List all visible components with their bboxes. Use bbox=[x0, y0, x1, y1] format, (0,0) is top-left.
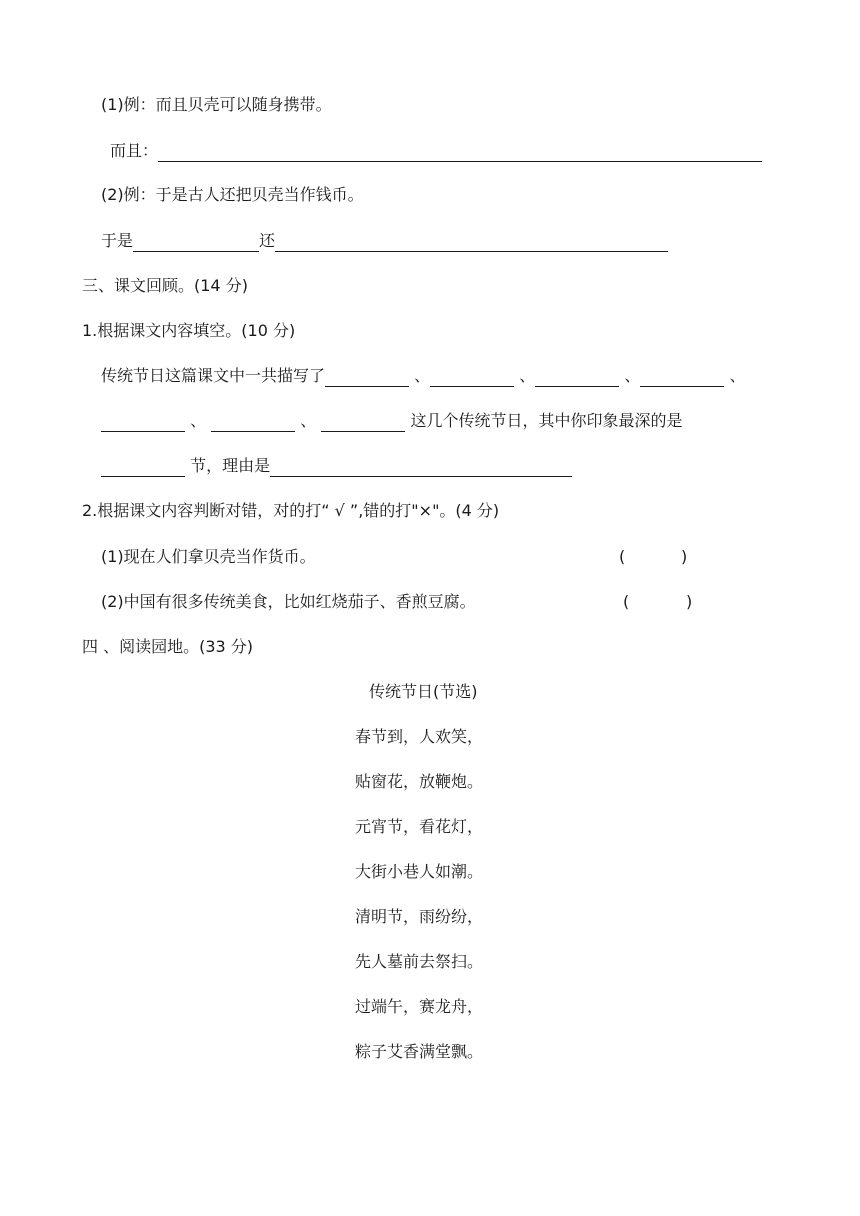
comma-sep: 、 bbox=[190, 411, 207, 430]
section-3-q2-title: 2.根据课文内容判断对错，对的打“ √ ”,错的打"×"。(4 分) bbox=[82, 501, 500, 520]
answer-line-yushi bbox=[101, 230, 668, 252]
poem-line: 春节到，人欢笑， bbox=[355, 727, 484, 746]
blank-festival-3[interactable] bbox=[535, 368, 619, 387]
fill-line-2-text: 这几个传统节日，其中你印象最深的是 bbox=[410, 411, 683, 430]
poem-line: 清明节，雨纷纷， bbox=[355, 907, 484, 926]
poem-line: 大街小巷人如潮。 bbox=[355, 862, 484, 881]
comma-sep: 、 bbox=[414, 366, 431, 385]
label-erqie: 而且： bbox=[110, 141, 159, 160]
label-hai: 还 bbox=[259, 231, 276, 250]
blank-festival-5[interactable] bbox=[101, 413, 185, 432]
fill-line-3-text: 节，理由是 bbox=[190, 456, 271, 475]
blank-favorite-festival[interactable] bbox=[101, 458, 185, 477]
fill-line-3 bbox=[101, 455, 572, 477]
fill-line-1-text: 传统节日这篇课文中一共描写了 bbox=[101, 366, 326, 385]
judge-paren-2-open: ( bbox=[623, 592, 630, 611]
section-3-q1-title: 1.根据课文内容填空。(10 分) bbox=[82, 321, 296, 340]
fill-line-1 bbox=[101, 365, 745, 387]
judge-paren-1-close: ) bbox=[681, 547, 688, 566]
poem-line: 过端午，赛龙舟， bbox=[355, 997, 484, 1016]
blank-reason[interactable] bbox=[270, 458, 572, 477]
blank-festival-6[interactable] bbox=[211, 413, 295, 432]
example-1: (1)例：而且贝壳可以随身携带。 bbox=[101, 95, 332, 114]
fill-line-2 bbox=[101, 410, 683, 432]
poem-line: 先人墓前去祭扫。 bbox=[355, 952, 484, 971]
judge-item-2: (2)中国有很多传统美食，比如红烧茄子、香煎豆腐。 bbox=[101, 592, 476, 611]
judge-paren-1-open: ( bbox=[619, 547, 626, 566]
poem-line: 贴窗花，放鞭炮。 bbox=[355, 772, 484, 791]
poem-title: 传统节日(节选) bbox=[369, 682, 478, 701]
comma-sep: 、 bbox=[300, 411, 317, 430]
blank-festival-7[interactable] bbox=[321, 413, 405, 432]
poem-line: 元宵节，看花灯， bbox=[355, 817, 484, 836]
blank-festival-2[interactable] bbox=[430, 368, 514, 387]
section-4-title: 四 、阅读园地。(33 分) bbox=[82, 637, 254, 656]
poem-line: 粽子艾香满堂飘。 bbox=[355, 1042, 484, 1061]
section-3-title: 三、课文回顾。(14 分) bbox=[82, 276, 248, 295]
answer-line-erqie bbox=[110, 140, 762, 162]
blank-festival-1[interactable] bbox=[325, 368, 409, 387]
blank-festival-4[interactable] bbox=[640, 368, 724, 387]
comma-sep: 、 bbox=[729, 366, 746, 385]
comma-sep: 、 bbox=[624, 366, 641, 385]
judge-paren-2-close: ) bbox=[686, 592, 693, 611]
blank-hai[interactable] bbox=[275, 233, 668, 252]
comma-sep: 、 bbox=[519, 366, 536, 385]
judge-item-1: (1)现在人们拿贝壳当作货币。 bbox=[101, 547, 316, 566]
blank-yushi[interactable] bbox=[133, 233, 259, 252]
example-2: (2)例：于是古人还把贝壳当作钱币。 bbox=[101, 185, 364, 204]
label-yushi: 于是 bbox=[101, 231, 134, 250]
blank-erqie[interactable] bbox=[158, 143, 762, 162]
